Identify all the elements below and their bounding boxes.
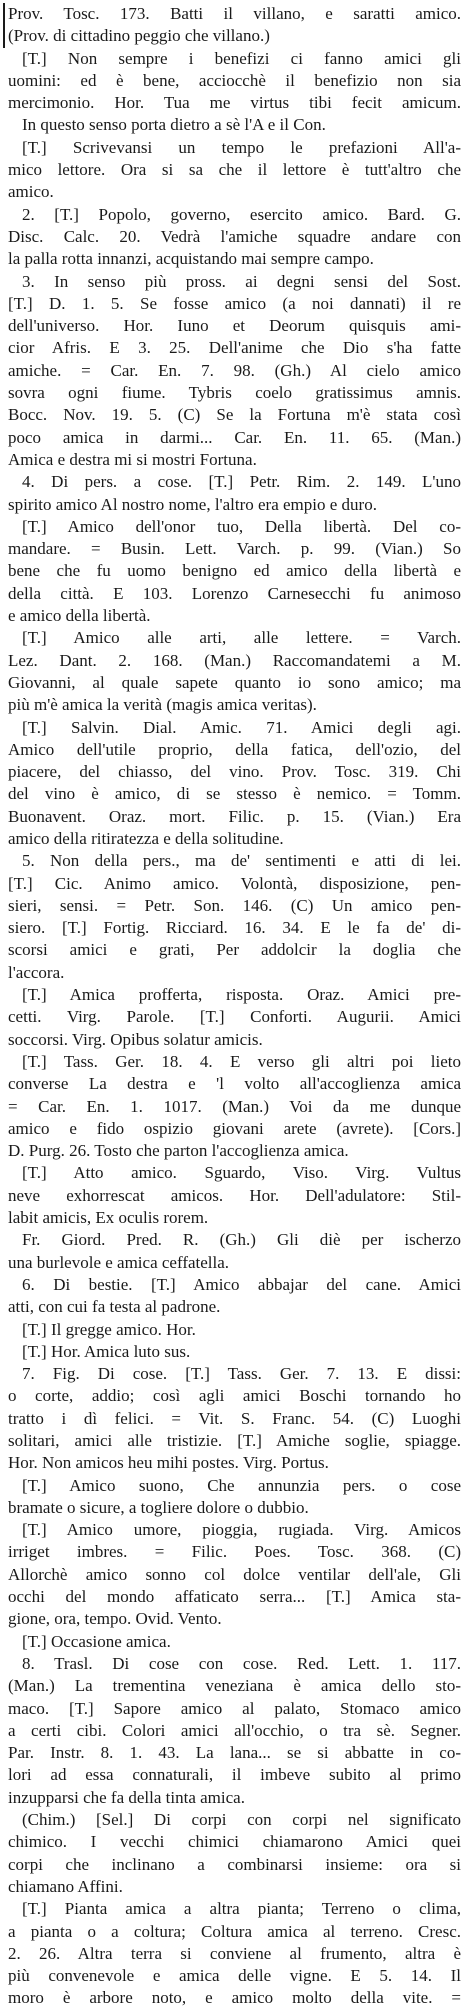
text-line: [T.] Amico suono, Che annunzia pers. o cose	[22, 1475, 461, 1495]
text-line: 6. Di bestie. [T.] Amico abbajar del cane. Amici	[22, 1274, 461, 1294]
text-line: = Car. En. 1. 1017. (Man.) Voi da me dunque	[8, 1096, 461, 1116]
text-line: Allorchè amico sonno col dolce ventilar dell'ale, Gli	[8, 1564, 461, 1584]
text-line: mercimonio. Hor. Tua me virtus tibi fecit amicum.	[8, 93, 461, 113]
text-line: amico della ritiratezza e della solitudine.	[8, 828, 284, 848]
text-line: Fr. Giord. Pred. R. (Gh.) Gli diè per ischerzo	[22, 1230, 461, 1250]
text-line: spirito amico Al nostro nome, l'altro era empio e duro.	[8, 494, 377, 514]
text-line: moro è arbore noto, e amico molto della vite. =	[8, 1988, 461, 2008]
text-line: 5. Non della pers., ma de' sentimenti e atti di lei.	[22, 851, 461, 871]
text-line: scorsi amici e grati, Per addolcir la doglia che	[8, 940, 461, 960]
text-line: neve exhorrescat amicos. Hor. Dell'adulatore: Stil-	[8, 1185, 461, 1205]
text-line: la palla rotta innanzi, acquistando mai sempre campo.	[8, 249, 374, 269]
text-line: corpi che inclinano a combinarsi insieme: ora si	[8, 1854, 461, 1874]
text-line: lori ad essa connaturali, il imbeve subito al primo	[8, 1765, 461, 1785]
text-line: Bocc. Nov. 19. 5. (C) Se la Fortuna m'è stata così	[8, 405, 461, 425]
text-line: [T.] Amica profferta, risposta. Oraz. Amici pre-	[22, 985, 461, 1005]
text-line: sieri, sensi. = Petr. Son. 146. (C) Un amico pen-	[8, 895, 461, 915]
text-line: cior Afris. E 3. 25. Dell'anime che Dio s'ha fatte	[8, 338, 461, 358]
text-line: 8. Trasl. Di cose con cose. Red. Lett. 1. 117.	[22, 1653, 461, 1673]
text-line: (Man.) La trementina veneziana è amica dello sto-	[8, 1676, 461, 1696]
text-line: (Chim.) [Sel.] Di corpi con corpi nel significato	[22, 1810, 461, 1830]
text-line: solitari, amici alle tristizie. [T.] Amiche soglie, spiagge.	[8, 1431, 461, 1450]
text-line: soccorsi. Virg. Opibus solatur amicis.	[8, 1029, 263, 1049]
text-line: [T.] Pianta amica a altra pianta; Terreno o clima,	[22, 1899, 461, 1919]
text-line: [T.] Occasione amica.	[22, 1631, 171, 1651]
text-line: più m'è amica la verità (magis amica veritas).	[8, 695, 317, 715]
text-line: dell'universo. Hor. Iuno et Deorum quisquis ami-	[8, 316, 461, 336]
text-line: [T.] Salvin. Dial. Amic. 71. Amici degli agi.	[22, 717, 461, 737]
text-line: [T.] Tass. Ger. 18. 4. E verso gli altri poi lieto	[22, 1051, 461, 1071]
text-line: [T.] D. 1. 5. Se fosse amico (a noi dannati) il re	[8, 293, 461, 313]
text-line: [T.] Amico alle arti, alle lettere. = Varch.	[22, 628, 461, 648]
text-line: 3. In senso più pross. ai degni sensi del Sost.	[22, 271, 461, 291]
text-line: tratto i dì felici. = Vit. S. Franc. 54. (C) Luoghi	[8, 1408, 461, 1428]
text-line: D. Purg. 26. Tosto che parton l'accoglienza amica.	[8, 1141, 349, 1161]
text-line: [T.] Atto amico. Sguardo, Viso. Virg. Vultus	[22, 1163, 461, 1183]
text-line: amico.	[8, 182, 54, 202]
text-line: Hor. Non amicos heu mihi postes. Virg. Portus.	[8, 1453, 329, 1473]
text-line: In questo senso porta dietro a sè l'A e il Con.	[22, 115, 326, 135]
text-line: bene che fu uomo benigno ed amico della libertà e	[8, 561, 461, 581]
text-line: converse La destra e 'l volto all'accoglienza amica	[8, 1074, 461, 1094]
text-line: [T.] Amico dell'onor tuo, Della libertà. Del co-	[22, 516, 461, 536]
text-line: amico e fido ospizio giovani arete (avrete). [Cors.]	[8, 1118, 461, 1138]
text-line: gione, ora, tempo. Ovid. Vento.	[8, 1609, 222, 1629]
text-line: [T.] Amico umore, pioggia, rugiada. Virg. Amicos	[22, 1520, 461, 1540]
text-line: Prov. Tosc. 173. Batti il villano, e saratti amico.	[3, 3, 461, 25]
text-line: a pianta o a coltura; Coltura amica al terreno. Cresc.	[8, 1921, 461, 1941]
text-line: 2. [T.] Popolo, governo, esercito amico. Bard. G.	[22, 204, 461, 224]
text-line: Amica e destra mi si mostri Fortuna.	[8, 449, 257, 469]
text-line: Disc. Calc. 20. Vedrà l'amiche squadre andare con	[8, 226, 461, 246]
text-line: 7. Fig. Di cose. [T.] Tass. Ger. 7. 13. E dissi:	[22, 1364, 461, 1384]
text-line: [T.] Cic. Animo amico. Volontà, disposizione, pen-	[8, 873, 461, 893]
text-line: del vino è amico, di se stesso è nemico. = Tomm.	[8, 784, 461, 804]
text-line: sovra ogni fiume. Tybris coelo gratissimus amnis.	[8, 383, 461, 403]
text-line: amiche. = Car. En. 7. 98. (Gh.) Al cielo amico	[8, 360, 461, 380]
text-line: chimico. I vecchi chimici chiamarono Amici quei	[8, 1832, 461, 1852]
text-line: e amico della libertà.	[8, 606, 151, 626]
text-line: bramate o sicure, a togliere dolore o dubbio.	[8, 1497, 309, 1517]
text-line: Buonavent. Oraz. mort. Filic. p. 15. (Vian.) Era	[8, 806, 461, 826]
text-line: (Prov. di cittadino peggio che villano.)	[3, 25, 461, 47]
entry-text-column	[8, 3, 461, 2010]
text-line: piacere, del chiasso, del vino. Prov. Tosc. 319. Chi	[8, 762, 461, 782]
text-line: poco amica in darmi... Car. En. 11. 65. (Man.)	[8, 427, 461, 447]
text-line: una burlevole e amica ceffatella.	[8, 1252, 230, 1272]
text-line: mico lettore. Ora si sa che il lettore è tutt'altro che	[8, 160, 461, 180]
text-line: mandare. = Busin. Lett. Varch. p. 99. (Vian.) So	[8, 539, 461, 559]
text-line: [T.] Hor. Amica luto sus.	[22, 1341, 191, 1361]
text-line: Giovanni, al quale sapete quanto io sono amico; ma	[8, 672, 461, 692]
text-line: 4. Di pers. a cose. [T.] Petr. Rim. 2. 149. L'uno	[22, 472, 461, 492]
text-line: a certi cibi. Colori amici all'occhio, o tra sè. Segner.	[8, 1720, 461, 1740]
text-line: irriget imbres. = Filic. Poes. Tosc. 368. (C)	[8, 1542, 461, 1562]
text-line: uomini: ed è bene, acciocchè il benefizio non sia	[8, 70, 461, 90]
text-line: 2. 26. Altra terra si conviene al frumento, altra è	[8, 1943, 461, 1963]
text-line: l'accora.	[8, 962, 65, 982]
text-line: Lez. Dant. 2. 168. (Man.) Raccomandatemi a M.	[8, 650, 461, 670]
text-line: occhi del mondo affaticato serra... [T.] Amica sta-	[8, 1587, 461, 1607]
text-line: labit amicis, Ex oculis rorem.	[8, 1208, 209, 1228]
text-line: [T.] Scrivevansi un tempo le prefazioni All'a-	[22, 137, 461, 157]
text-line: atti, con cui fa testa al padrone.	[8, 1297, 221, 1317]
text-line: o corte, addio; così agli amici Boschi tornando ho	[8, 1386, 461, 1406]
text-line: maco. [T.] Sapore amico al palato, Stomaco amico	[8, 1698, 461, 1718]
text-line: [T.] Non sempre i benefizi ci fanno amici gli	[22, 48, 461, 68]
text-line: [T.] Il gregge amico. Hor.	[22, 1319, 196, 1339]
text-line: Par. Instr. 8. 1. 43. La lana... se si abbatte in co-	[8, 1743, 461, 1763]
text-line: siero. [T.] Fortig. Ricciard. 16. 34. E le fa de' di-	[8, 918, 461, 938]
text-line: Amico dell'utile proprio, della fatica, dell'ozio, del	[8, 739, 461, 759]
text-line: cetti. Virg. Parole. [T.] Conforti. Augurii. Amici	[8, 1007, 461, 1027]
text-line: più convenevole e amica delle vigne. E 5. 14. Il	[8, 1966, 461, 1986]
text-line: chiamano Affini.	[8, 1876, 123, 1896]
text-line: inzupparsi che fa della tinta amica.	[8, 1787, 245, 1807]
text-line: della città. E 103. Lorenzo Carnesecchi fu animoso	[8, 583, 461, 603]
